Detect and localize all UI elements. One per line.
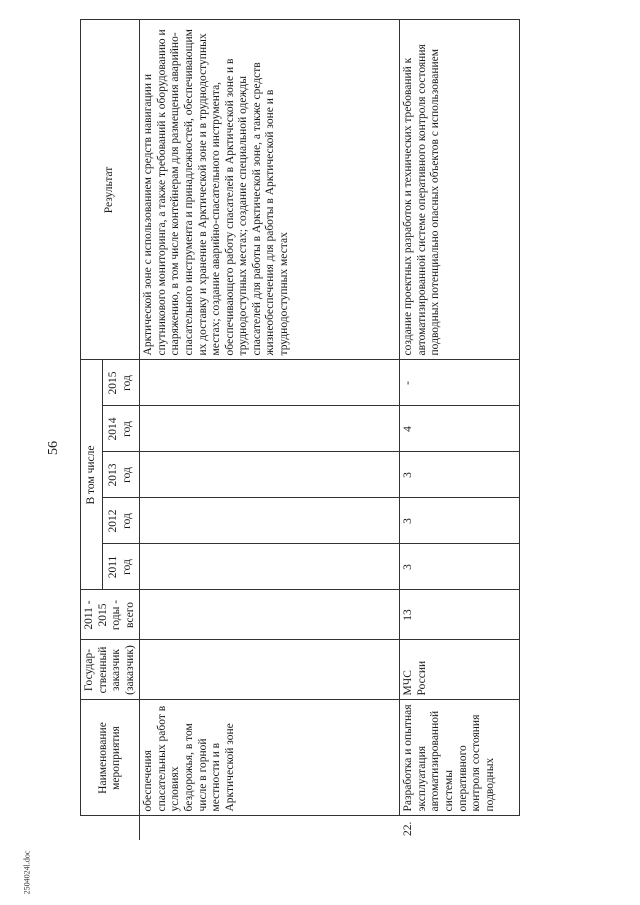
header-name: Наименование мероприятия: [81, 700, 140, 816]
row-2011: 3: [400, 544, 520, 590]
header-2011: 2011 год: [102, 544, 140, 590]
row-result: создание проектных разработок и технических требований к автоматизированной системе оперативного контроля состояния подводных потенциально опасных объектов с использованием: [400, 20, 520, 360]
footer-code: 2504024l.doc: [22, 850, 32, 895]
header-including: В том числе: [81, 360, 103, 590]
header-customer: Государ-ственный заказчик (заказчик): [81, 640, 140, 700]
row-number: [140, 816, 400, 840]
row-2012: 3: [400, 498, 520, 544]
row-name: обеспечения спасательных работ в условиях бездорожья, в том числе в горной местности и в Арктической зоне: [140, 700, 400, 816]
table-row: [140, 20, 400, 840]
measures-table: [80, 19, 520, 840]
rotated-content: [80, 20, 600, 840]
header-result: Результат: [81, 20, 140, 360]
row-result: Арктической зоне с использованием средств навигации и спутникового мониторинга, а также требований к оборудованию и снаряжению, в том числе контейнерам для размещения аварийно-спасательного инструмента и принадлежностей, обеспечивающим их доставку и хранение в Арктической зоне и в труднодоступных местах; создание аварийно-спасательного инструмента, обеспечивающего работу спасателей в Арктической зоне и в труднодоступных местах; создание специальной одежды спасателей для работы в Арктической зоне, а также средств жизнеобеспечения для работы в Арктической зоне и в труднодоступных местах: [140, 20, 400, 360]
page-number: 56: [46, 441, 61, 455]
header-no: [81, 816, 140, 840]
rotated-sheet: [80, 20, 600, 840]
row-total: [140, 590, 400, 640]
row-2013: 3: [400, 452, 520, 498]
row-customer: МЧС России: [400, 640, 520, 700]
header-total: 2011 - 2015 годы - всего: [81, 590, 140, 640]
header-2014: 2014 год: [102, 406, 140, 452]
row-2014: 4: [400, 406, 520, 452]
row-2015: -: [400, 360, 520, 406]
row-name: Разработка и опытная эксплуатация автоматизированной системы оперативного контроля состояния подводных: [400, 700, 520, 816]
table-row: [400, 20, 520, 840]
header-row-1: [81, 20, 103, 840]
row-number: 22.: [400, 816, 520, 840]
header-2012: 2012 год: [102, 498, 140, 544]
row-2012: [140, 498, 400, 544]
header-2013: 2013 год: [102, 452, 140, 498]
row-2013: [140, 452, 400, 498]
row-2014: [140, 406, 400, 452]
row-2015: [140, 360, 400, 406]
row-2011: [140, 544, 400, 590]
row-total: 13: [400, 590, 520, 640]
header-2015: 2015 год: [102, 360, 140, 406]
row-customer: [140, 640, 400, 700]
